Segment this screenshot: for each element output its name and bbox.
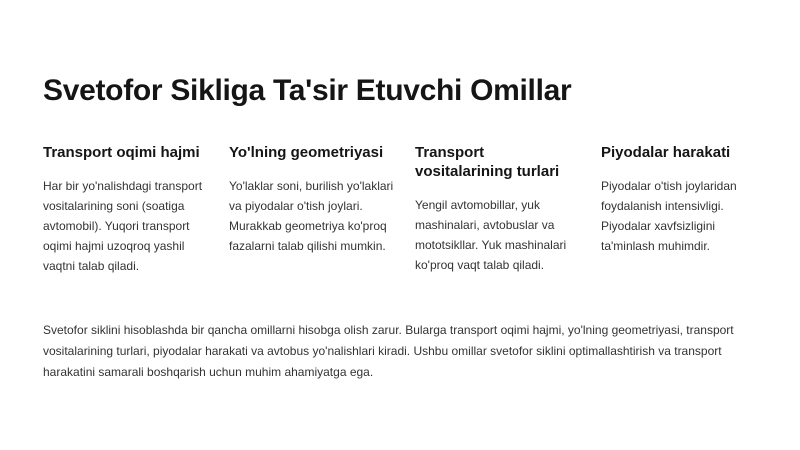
factor-description: Har bir yo'nalishdagi transport vositalarining soni (soatiga avtomobil). Yuqori transport oqimi hajmi uzoqroq yashil vaqtni talab qiladi. bbox=[43, 179, 203, 273]
factor-heading: Transport vositalarining turlari bbox=[415, 144, 560, 180]
summary-paragraph: Svetofor siklini hisoblashda bir qancha omillarni hisobga olish zarur. Bularga transport oqimi hajmi, yo'lning geometriyasi, transport vositalarining turlari, piyodalar harakati va avtobus yo'nalishlari kiradi. Ushbu omillar svetofor siklini optimallashtirish va transport harakatini samarali boshqarish uchun muhim ahamiyatga ega. bbox=[43, 323, 734, 379]
factor-heading: Yo'lning geometriyasi bbox=[229, 144, 384, 161]
factor-heading: Piyodalar harakati bbox=[601, 144, 731, 161]
factor-column-road-geometry bbox=[229, 143, 397, 256]
page-title: Svetofor Sikliga Ta'sir Etuvchi Omillar bbox=[43, 74, 572, 107]
factor-heading: Transport oqimi hajmi bbox=[43, 144, 200, 161]
factor-description: Yengil avtomobillar, yuk mashinalari, avtobuslar va mototsikllar. Yuk mashinalari ko'proq vaqt talab qiladi. bbox=[415, 198, 567, 272]
factor-column-vehicle-types bbox=[415, 143, 575, 275]
factor-columns bbox=[43, 143, 763, 303]
factor-column-traffic-volume bbox=[43, 143, 211, 276]
factor-description: Piyodalar o'tish joylaridan foydalanish intensivligi. Piyodalar xavfsizligini ta'minlash muhimdir. bbox=[601, 179, 737, 253]
factor-column-pedestrian-traffic bbox=[601, 143, 761, 256]
factor-description: Yo'laklar soni, burilish yo'laklari va piyodalar o'tish joylari. Murakkab geometriya ko'proq fazalarni talab qilishi mumkin. bbox=[229, 179, 394, 253]
